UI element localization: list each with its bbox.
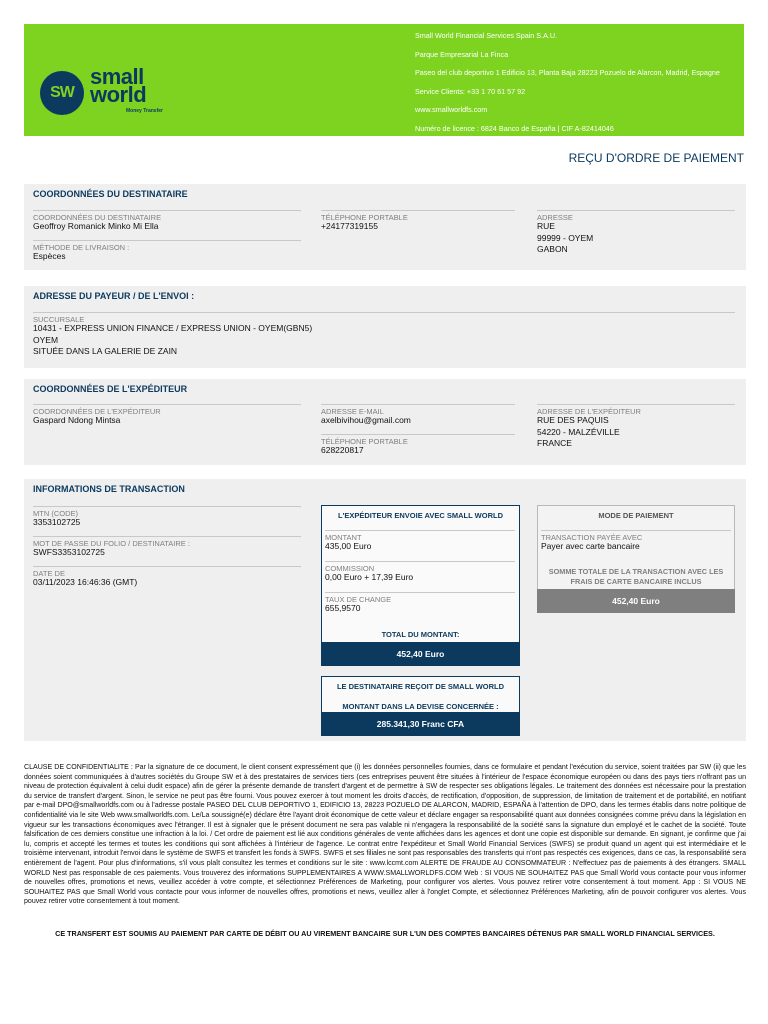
currency-amount-label: MONTANT DANS LA DEVISE CONCERNÉE : — [342, 702, 499, 711]
transaction-section-title: INFORMATIONS DE TRANSACTION — [33, 484, 185, 494]
recipient-name-field — [33, 210, 301, 233]
company-license: Numéro de licence : 6824 Banco de España | CIF A-82414046 — [415, 123, 614, 133]
field-label: DATE DE — [33, 566, 301, 577]
branch-field — [33, 312, 735, 358]
company-address: Paseo del club deportivo 1 Edificio 13, Planta Baja 28223 Pozuelo de Alarcon, Madrid, Espagne — [415, 68, 720, 77]
field-label: COORDONNÉES DU DESTINATAIRE — [33, 210, 301, 221]
recipient-address-line: 99999 - OYEM — [537, 232, 594, 243]
sender-address-line: 54220 - MALZÉVILLE — [537, 426, 620, 437]
sender-sends-box — [321, 505, 520, 666]
amount-field — [325, 530, 515, 553]
payer-section-title: ADRESSE DU PAYEUR / DE L'ENVOI : — [33, 291, 195, 301]
recipient-receives-title: LE DESTINATAIRE REÇOIT DE SMALL WORLD — [336, 682, 505, 691]
sender-section-title: COORDONNÉES DE L'EXPÉDITEUR — [33, 384, 188, 394]
sender-sends-title: L'EXPÉDITEUR ENVOIE AVEC SMALL WORLD — [338, 511, 503, 520]
recipient-address-line: RUE — [537, 221, 555, 231]
folio-password: SWFS3353102725 — [33, 547, 105, 557]
field-label: MTN (CODE) — [33, 506, 301, 517]
recipient-address-field — [537, 210, 735, 256]
exchange-rate-field — [325, 592, 515, 615]
sender-phone-field — [321, 434, 515, 457]
sender-email: axelbivihou@gmail.com — [321, 415, 411, 425]
sender-email-field — [321, 404, 515, 427]
received-amount: 285.341,30 Franc CFA — [321, 712, 520, 736]
logo-tagline: Money Transfer — [126, 108, 163, 114]
payment-method-title: MODE DE PAIEMENT — [598, 511, 674, 520]
legal-text: CLAUSE DE CONFIDENTIALITE : Par la signature de ce document, le client consent expressément que (i) les données personnelles fournies, dans ce formulaire et pendant l'exécution du service, soient traitées par SW (ii) que les données soient communiquées à d'autres sociétés du Groupe SW et à des prestataires de services tiers (ces entreprises peuvent être situées à l'intérieur de l'espace économique européen ou dans des pays tiers n'offrant pas un niveau de protection équivalent à celui dudit espace) afin de gérer la présente demande de transfert d'argent et de permettre à SW de respecter ses obligations légales. Le traitement des données est nécessaire pour la prestation du service de transfert d'argent. Sinon, le service ne peut pas être fourni. Vous pouvez exercer à tout moment les droits d'accès, de rectification, d'opposition, de suppression, de limitation de traitement et de portabilité, en notifiant par e-mail DPO@smallworldfs.com ou à l'adresse postale PASEO DEL CLUB DEPORTIVO 1, EDIFICIO 13, 28223 POZUELO DE ALARCON, MADRID, ESPAÑA à l'attention de DPO, dans les termes établis dans notre politique de confidentialité via le site Web www.smallworldfs.com. Le/La soussigné(e) déclare être l'ayant droit économique de cette valeur et déclare engager sa responsabilité quant aux données consignées comme prévu dans la législation en vigueur sur les transactions économiques avec l'étranger. Il est à signaler que le présent document ne sera pas valable ni n'engagera la responsabilité de la société sans la signature dun employé et le cachet de la société. Toute falsification de ces derniers constitue une infraction à la loi. / Cet ordre de paiement est lié aux conditions générales de vente affichées dans les agences et dont une copie est disponible sur demande. En signant, je confirme que j'ai lu, compris et accepté les termes et toutes les conditions qui sont affichées à l'intérieur de l'agence. Le contrat entre l'expéditeur et Small World Financial Services (SWFS) se produit quand un agent qui est intermédiaire et le troisième intervenant, introduit l'envoi dans le système de SWFS et transfert les fonds à SWFS. SWFS et ses filiales ne sont pas responsables des transferts qui n'ont pas respectés ces exigences, dans ce cas, la responsabilité sera entièrement de l'agent. Pour plus d'informations, s'il vous plaît consultez les termes et conditions sur le site : www.lccmt.com ALERTE DE FRAUDE AU CONSOMMATEUR : N'effectuez pas de paiements à des étrangers. SMALL WORLD Nest pas responsable de ces paiements. Vous trouverez des informations SUPPLEMENTAIRES A WWW.SMALLWORLDFS.COM Web : SI VOUS NE SOUHAITEZ PAS que Small World vous contacte pour vous informer de nouvelles offres, promotions et news, veuillez accéder à votre compte, et sélectionnez Préférences de Marketing, pour configurer vos alertes. Vous pouvez retirer votre consentement à tout moment. App : SI VOUS NE SOUHAITEZ PAS que Small World vous contacte pour vous informer de nouvelles offres, promotions et news, veuillez aller à l'onglet Compte, et sélectionnez Préférences Marketing, afin de pouvoir configurer vos alertes. Vous pouvez retirer votre consentement à tout moment. — [24, 764, 746, 906]
delivery-method: Espèces — [33, 251, 66, 261]
total-with-fees-label: SOMME TOTALE DE LA TRANSACTION AVEC LES FRAIS DE CARTE BANCAIRE INCLUS — [548, 567, 724, 586]
logo-word-1: small — [90, 64, 144, 89]
field-label: MONTANT — [325, 530, 515, 541]
field-label: MOT DE PASSE DU FOLIO / DESTINATAIRE : — [33, 536, 301, 547]
receipt-title: REÇU D'ORDRE DE PAIEMENT — [568, 151, 744, 165]
company-name: Small World Financial Services Spain S.A.U. — [415, 31, 558, 40]
company-website: www.smallworldfs.com — [415, 105, 488, 114]
branch-line: SITUÉE DANS LA GALERIE DE ZAIN — [33, 346, 178, 356]
logo-badge: SW — [40, 71, 84, 115]
sender-section — [24, 379, 746, 465]
sender-name-field — [33, 404, 301, 427]
transaction-date: 03/11/2023 16:46:36 (GMT) — [33, 577, 138, 587]
sender-address-line: FRANCE — [537, 438, 572, 448]
recipient-name: Geoffroy Romanick Minko Mi Ella — [33, 221, 159, 231]
company-phone: Service Clients: +33 1 70 61 57 92 — [415, 86, 526, 96]
field-label: SUCCURSALE — [33, 312, 735, 323]
logo-word-2: world — [90, 82, 147, 107]
recipient-receives-box — [321, 676, 520, 736]
sender-address-field — [537, 404, 735, 450]
mtn-code: 3353102725 — [33, 517, 81, 527]
payment-method-box — [537, 505, 735, 613]
recipient-phone-field — [321, 210, 515, 233]
field-label: TRANSACTION PAYÉE AVEC — [541, 530, 731, 541]
transaction-section — [24, 479, 746, 741]
field-label: ADRESSE E-MAIL — [321, 404, 515, 415]
field-label: MÉTHODE DE LIVRAISON : — [33, 240, 301, 251]
company-info — [415, 30, 745, 141]
sender-address-line: RUE DES PAQUIS — [537, 415, 609, 425]
recipient-section-title: COORDONNÉES DU DESTINATAIRE — [33, 189, 188, 199]
sender-phone: 628220817 — [321, 445, 364, 455]
branch-line: OYEM — [33, 334, 59, 345]
send-amount: 435,00 Euro — [325, 541, 372, 551]
payer-section — [24, 286, 746, 368]
delivery-method-field — [33, 240, 301, 263]
field-label: ADRESSE DE L'EXPÉDITEUR — [537, 404, 735, 415]
total-amount-label: TOTAL DU MONTANT: — [381, 630, 460, 639]
mtn-field — [33, 506, 301, 529]
sender-name: Gaspard Ndong Mintsa — [33, 415, 121, 425]
recipient-section — [24, 184, 746, 270]
small-world-logo — [40, 64, 180, 118]
paid-with: Payer avec carte bancaire — [541, 541, 640, 551]
logo-wordmark — [90, 64, 180, 107]
branch-line: 10431 - EXPRESS UNION FINANCE / EXPRESS UNION - OYEM(GBN5) — [33, 323, 313, 333]
field-label: TÉLÉPHONE PORTABLE — [321, 210, 515, 221]
total-amount: 452,40 Euro — [321, 642, 520, 666]
recipient-address-line: GABON — [537, 244, 568, 254]
total-with-fees: 452,40 Euro — [537, 589, 735, 613]
date-field — [33, 566, 301, 589]
password-field — [33, 536, 301, 559]
company-park: Parque Empresarial La Finca — [415, 49, 509, 59]
field-label: COORDONNÉES DE L'EXPÉDITEUR — [33, 404, 301, 415]
commission: 0,00 Euro + 17,39 Euro — [325, 572, 414, 582]
recipient-phone: +24177319155 — [321, 221, 378, 231]
field-label: TAUX DE CHANGE — [325, 592, 515, 603]
field-label: TÉLÉPHONE PORTABLE — [321, 434, 515, 445]
company-header — [24, 24, 744, 136]
field-label: ADRESSE — [537, 210, 735, 221]
paid-with-field — [541, 530, 731, 553]
exchange-rate: 655,9570 — [325, 603, 361, 613]
field-label: COMMISSION — [325, 561, 515, 572]
payment-notice: CE TRANSFERT EST SOUMIS AU PAIEMENT PAR CARTE DE DÉBIT OU AU VIREMENT BANCAIRE SUR L'UN DES COMPTES BANCAIRES DÉTENUS PAR SMALL WORLD FINANCIAL SERVICES. — [55, 929, 715, 938]
commission-field — [325, 561, 515, 584]
